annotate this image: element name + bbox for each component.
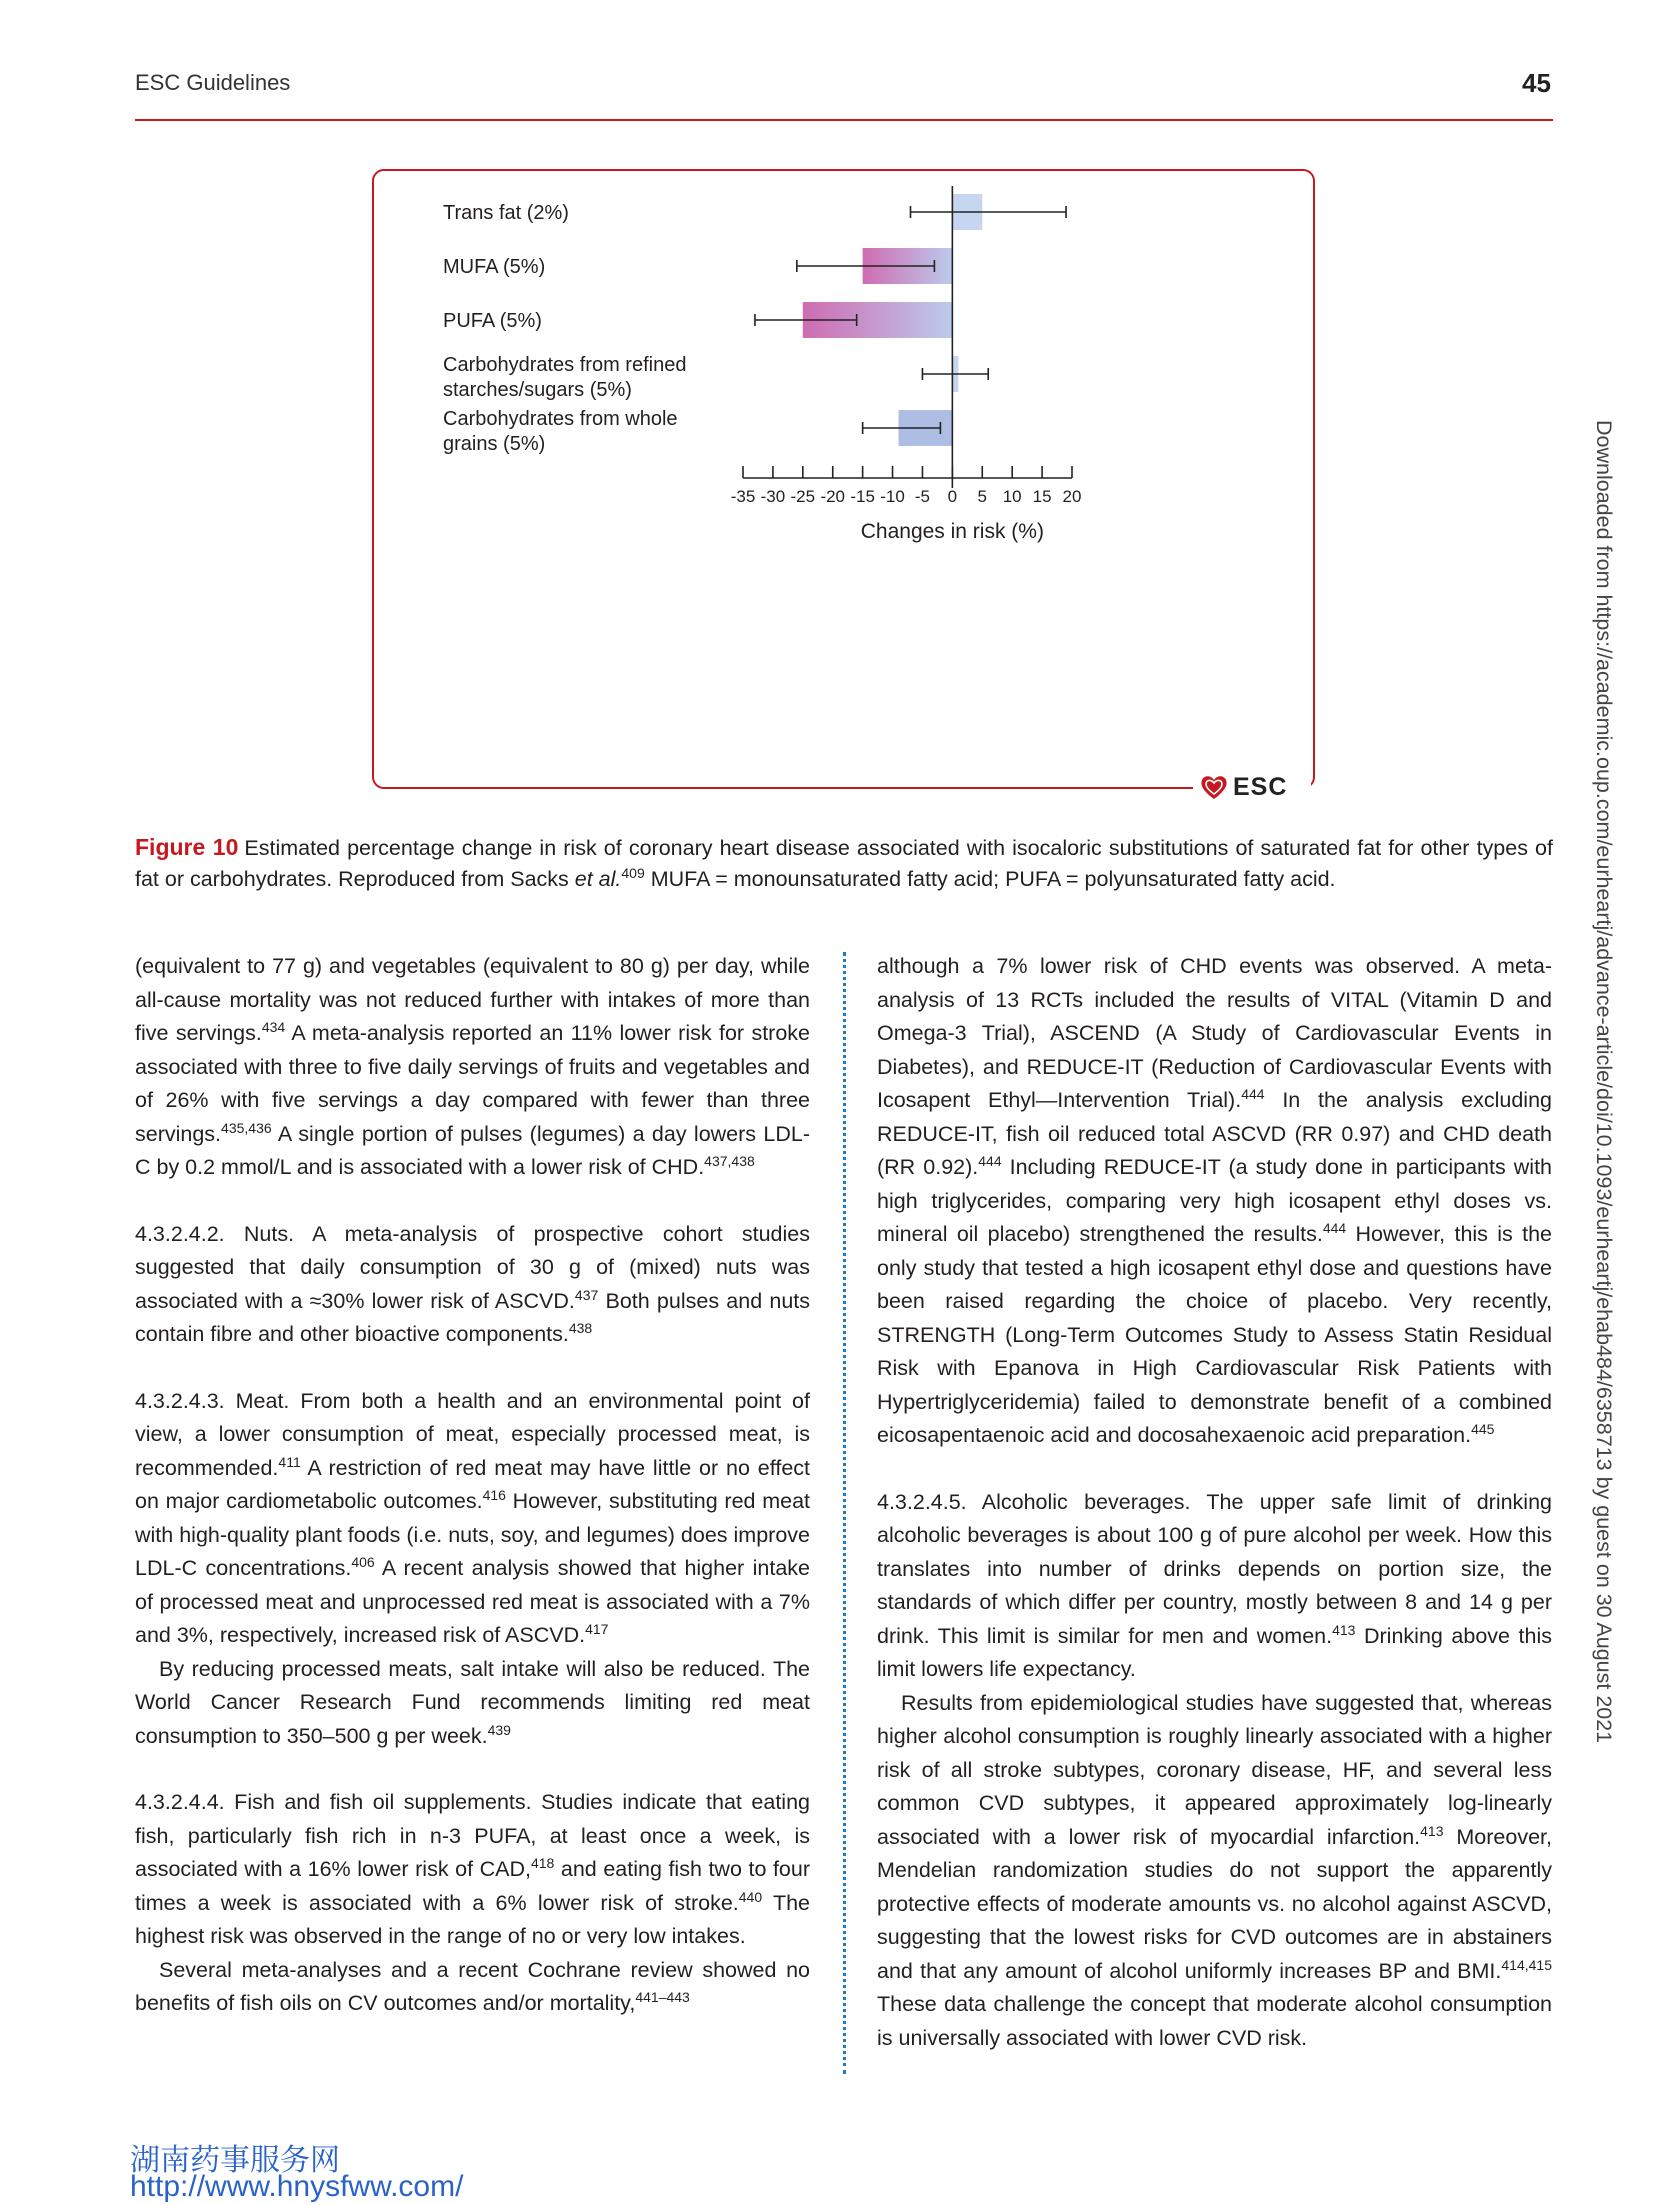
paragraph [877, 1687, 1552, 2056]
paragraph [135, 1954, 810, 2021]
citation-ref: 444 [978, 1153, 1002, 1169]
x-tick-label: 15 [1032, 487, 1052, 506]
paragraph-text: A recent analysis showed that higher intake of processed meat and unprocessed red meat is associated with a 7% and 3%, respectively, increased risk of ASCVD. [135, 1556, 810, 1647]
citation-ref: 417 [585, 1621, 609, 1637]
paragraph-text: Moreover, Mendelian randomization studies do not support the apparently protective effects of moderate amounts vs. no alcohol against ASCVD, suggesting that the lowest risks for CVD outcomes are in abstainers and that any amount of alcohol uniformly increases BP and BMI. [877, 1824, 1552, 1983]
x-tick-label: 5 [977, 487, 988, 506]
left-column [135, 950, 810, 2021]
x-tick-label: 0 [947, 487, 958, 506]
paragraph-text: and eating fish two to four times a week is associated with a 6% lower risk of stroke. [135, 1857, 810, 1915]
citation-ref: 437 [574, 1286, 599, 1303]
esc-logo-text: ESC [1233, 772, 1288, 801]
citation-ref: 413 [1420, 1822, 1444, 1839]
x-tick-label: 20 [1062, 487, 1082, 506]
paragraph-text: Drinking above this limit lowers life expectancy. [877, 1623, 1552, 1681]
paragraph-text: A meta-analysis reported an 11% lower risk for stroke associated with three to five daily servings of fruits and vegetables and of 26% with five servings a day compared with fewer than three servings. [135, 1021, 810, 1146]
x-tick-label: -5 [914, 487, 931, 506]
citation-ref: 439 [487, 1721, 511, 1738]
figure-caption-label: Figure 10 [135, 834, 239, 860]
citation-ref: 434 [261, 1019, 286, 1035]
x-tick-label: 10 [1002, 487, 1022, 506]
citation-ref: 444 [1241, 1086, 1265, 1102]
x-tick-label: -25 [790, 487, 816, 506]
citation-ref: 444 [1322, 1220, 1347, 1236]
citation-ref: 438 [568, 1320, 593, 1336]
paragraph-text: 4.3.2.4.3. Meat. From both a health and an environmental point of view, a lower consumption of meat, especially processed meat, is recommended. [135, 1388, 810, 1480]
citation-ref: 435,436 [221, 1119, 272, 1136]
paragraph-text: Results from epidemiological studies have suggested that, whereas higher alcohol consumption is roughly linearly associated with a higher risk of all stroke subtypes, coronary disease, HF, and several less common CVD subtypes, it appeared approximately log-linearly associated with a lower risk of myocardial infarction. [877, 1690, 1552, 1849]
paragraph [877, 950, 1552, 1453]
paragraph-nuts [135, 1218, 810, 1352]
category-label: MUFA (5%) [443, 256, 546, 278]
citation-ref: 411 [278, 1453, 301, 1470]
x-tick-label: -15 [850, 487, 875, 506]
paragraph-text: However, substituting red meat with high-quality plant foods (i.e. nuts, soy, and legumes) does improve LDL-C concentrations. [135, 1489, 810, 1580]
download-note-text: Downloaded from https://academic.oup.com/eurheartj/advance-article/doi/10.1093/eurheartj/ehab484/6358713 by guest on 30 August 2021 [1592, 420, 1616, 1744]
paragraph-text: The highest risk was observed in the range of no or very low intakes. [135, 1890, 810, 1948]
paragraph-text: A single portion of pulses (legumes) a day lowers LDL-C by 0.2 mmol/L and is associated with a lower risk of CHD. [135, 1121, 810, 1179]
figure-caption [135, 832, 1553, 895]
page-number: 45 [1522, 68, 1551, 98]
citation-ref: 409 [621, 865, 645, 881]
header-rule [135, 119, 1553, 121]
download-note [1592, 420, 1616, 1820]
figure-caption-italic: et al. [574, 867, 622, 891]
citation-ref: 441–443 [635, 1989, 690, 2005]
citation-ref: 416 [482, 1487, 506, 1503]
figure-caption-text: MUFA = monounsaturated fatty acid; PUFA = polyunsaturated fatty acid. [644, 867, 1336, 891]
paragraph [135, 1653, 810, 1754]
category-label: Carbohydrates from whole grains (5%) [443, 408, 678, 455]
category-label: PUFA (5%) [443, 310, 542, 332]
citation-ref: 440 [738, 1888, 763, 1905]
category-label: Carbohydrates from refined starches/sugars (5%) [443, 354, 687, 401]
paragraph-text: A restriction of red meat may have little or no effect on major cardiometabolic outcomes. [135, 1455, 810, 1513]
paragraph-text: Several meta-analyses and a recent Cochrane review showed no benefits of fish oils on CV outcomes and/or mortality, [135, 1957, 810, 2015]
watermark-url[interactable]: http://www.hnysfww.com/ [130, 2170, 464, 2203]
watermark-title: 湖南药事服务网 [130, 2143, 340, 2178]
x-tick-label: -35 [730, 487, 756, 506]
citation-ref: 406 [351, 1554, 375, 1570]
citation-ref: 418 [530, 1855, 555, 1871]
heart-logo-icon [1199, 772, 1229, 802]
paragraph-text: although a 7% lower risk of CHD events was observed. A meta-analysis of 13 RCTs included the results of VITAL (Vitamin D and Omega-3 Trial), ASCEND (A Study of Cardiovascular Events in Diabetes), and REDUCE-IT (Reduction of Cardiovascular Events with Icosapent Ethyl—Intervention Trial). [877, 954, 1552, 1112]
citation-ref: 437,438 [704, 1153, 755, 1169]
paragraph-text: 4.3.2.4.4. Fish and fish oil supplements. Studies indicate that eating fish, particularly fish rich in n-3 PUFA, at least once a week, is associated with a 16% lower risk of CAD, [135, 1790, 810, 1881]
citation-ref: 413 [1332, 1621, 1356, 1638]
paragraph [135, 950, 810, 1185]
paragraph-meat [135, 1385, 810, 1653]
esc-logo [1193, 770, 1311, 804]
paragraph-text: Both pulses and nuts contain fibre and other bioactive components. [135, 1288, 811, 1346]
paragraph-text: (equivalent to 77 g) and vegetables (equivalent to 80 g) per day, while all-cause mortality was not reduced further with intakes of more than five servings. [135, 954, 810, 1045]
citation-ref: 414,415 [1501, 1956, 1552, 1973]
right-column [877, 950, 1552, 2055]
forest-bar-chart [372, 169, 1315, 789]
x-axis-label: Changes in risk (%) [860, 520, 1044, 543]
column-divider [843, 952, 846, 2074]
running-head: ESC Guidelines [135, 70, 291, 95]
chart-svg [372, 169, 1315, 789]
paragraph-text: By reducing processed meats, salt intake will also be reduced. The World Cancer Research Fund recommends limiting red meat consumption to 350–500 g per week. [135, 1656, 810, 1748]
x-tick-label: -10 [880, 487, 905, 506]
paragraph-text: However, this is the only study that tested a high icosapent ethyl dose and questions have been raised regarding the choice of placebo. Very recently, STRENGTH (Long-Term Outcomes Study to Assess Statin Residual Risk with Epanova in High Cardiovascular Risk Patients with Hypertriglyceridemia) failed to demonstrate benefit of a combined eicosapentaenoic acid and docosahexaenoic acid preparation. [877, 1222, 1552, 1447]
category-label: Trans fat (2%) [443, 202, 569, 224]
citation-ref: 445 [1471, 1421, 1495, 1437]
x-tick-label: -20 [820, 487, 846, 506]
paragraph-text: Including REDUCE-IT (a study done in participants with high triglycerides, comparing very high icosapent ethyl doses vs. mineral oil placebo) strengthened the results. [877, 1155, 1552, 1246]
paragraph-text: These data challenge the concept that moderate alcohol consumption is universally associated with lower CVD risk. [877, 1992, 1552, 2050]
x-tick-label: -30 [760, 487, 786, 506]
paragraph-text: 4.3.2.4.2. Nuts. A meta-analysis of prospective cohort studies suggested that daily consumption of 30 g of (mixed) nuts was associated with a ≈30% lower risk of ASCVD. [135, 1221, 810, 1313]
paragraph-fish [135, 1786, 810, 1954]
paragraph-text: In the analysis excluding REDUCE-IT, fish oil reduced total ASCVD (RR 0.97) and CHD death (RR 0.92). [877, 1088, 1552, 1179]
figure-caption-text: Estimated percentage change in risk of coronary heart disease associated with isocaloric substitutions of saturated fat for other types of fat or carbohydrates. Reproduced from Sacks [135, 836, 1553, 891]
paragraph-text: 4.3.2.4.5. Alcoholic beverages. The upper safe limit of drinking alcoholic beverages is about 100 g of pure alcohol per week. How this translates into number of drinks depends on portion size, the standards of which differ per country, mostly between 8 and 14 g per drink. This limit is similar for men and women. [877, 1489, 1552, 1648]
paragraph-alcohol [877, 1486, 1552, 1687]
